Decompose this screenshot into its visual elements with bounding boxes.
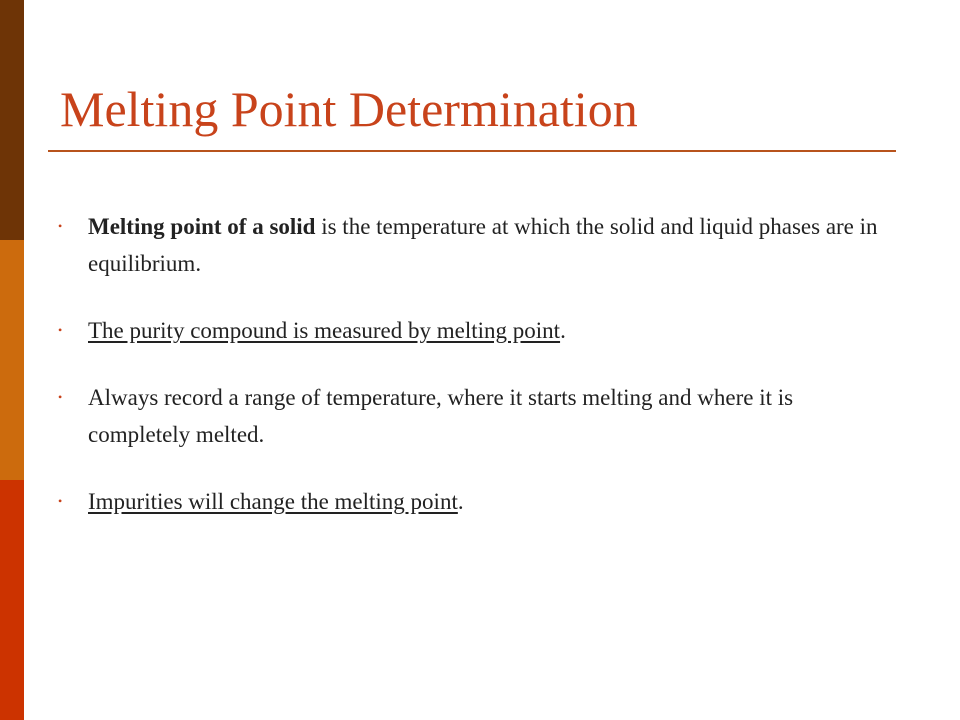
bullet-text: .: [560, 318, 566, 343]
bullet-text: Always record a range of temperature, where it starts melting and where it is completely melted.: [88, 385, 794, 447]
slide-title: Melting Point Determination: [60, 81, 638, 137]
side-bar-top-segment: [0, 0, 24, 240]
bullet-icon: •: [58, 390, 63, 404]
bullet-icon: •: [58, 323, 63, 337]
bullet-icon: •: [58, 219, 63, 233]
bullet-bold-term: Melting point of a solid: [88, 214, 316, 239]
bullet-item-record-range: [58, 379, 878, 453]
bullet-text: .: [457, 489, 464, 514]
side-bar-bottom-segment: [0, 480, 24, 720]
bullet-icon: •: [58, 494, 63, 508]
bullet-underlined-text: Impurities will change the melting point: [88, 489, 458, 514]
side-bar-middle-segment: [0, 240, 24, 480]
bullet-item-purity: [58, 312, 878, 349]
bullet-item-impurities: [58, 483, 878, 520]
title-underline-rule: [48, 150, 896, 152]
bullet-underlined-text: The purity compound is measured by melting point: [88, 318, 561, 343]
bullet-list: [58, 208, 878, 520]
bullet-text: is the temperature at which the solid and liquid phases are in equilibrium.: [88, 214, 878, 276]
bullet-item-melting-point-definition: [58, 208, 878, 282]
